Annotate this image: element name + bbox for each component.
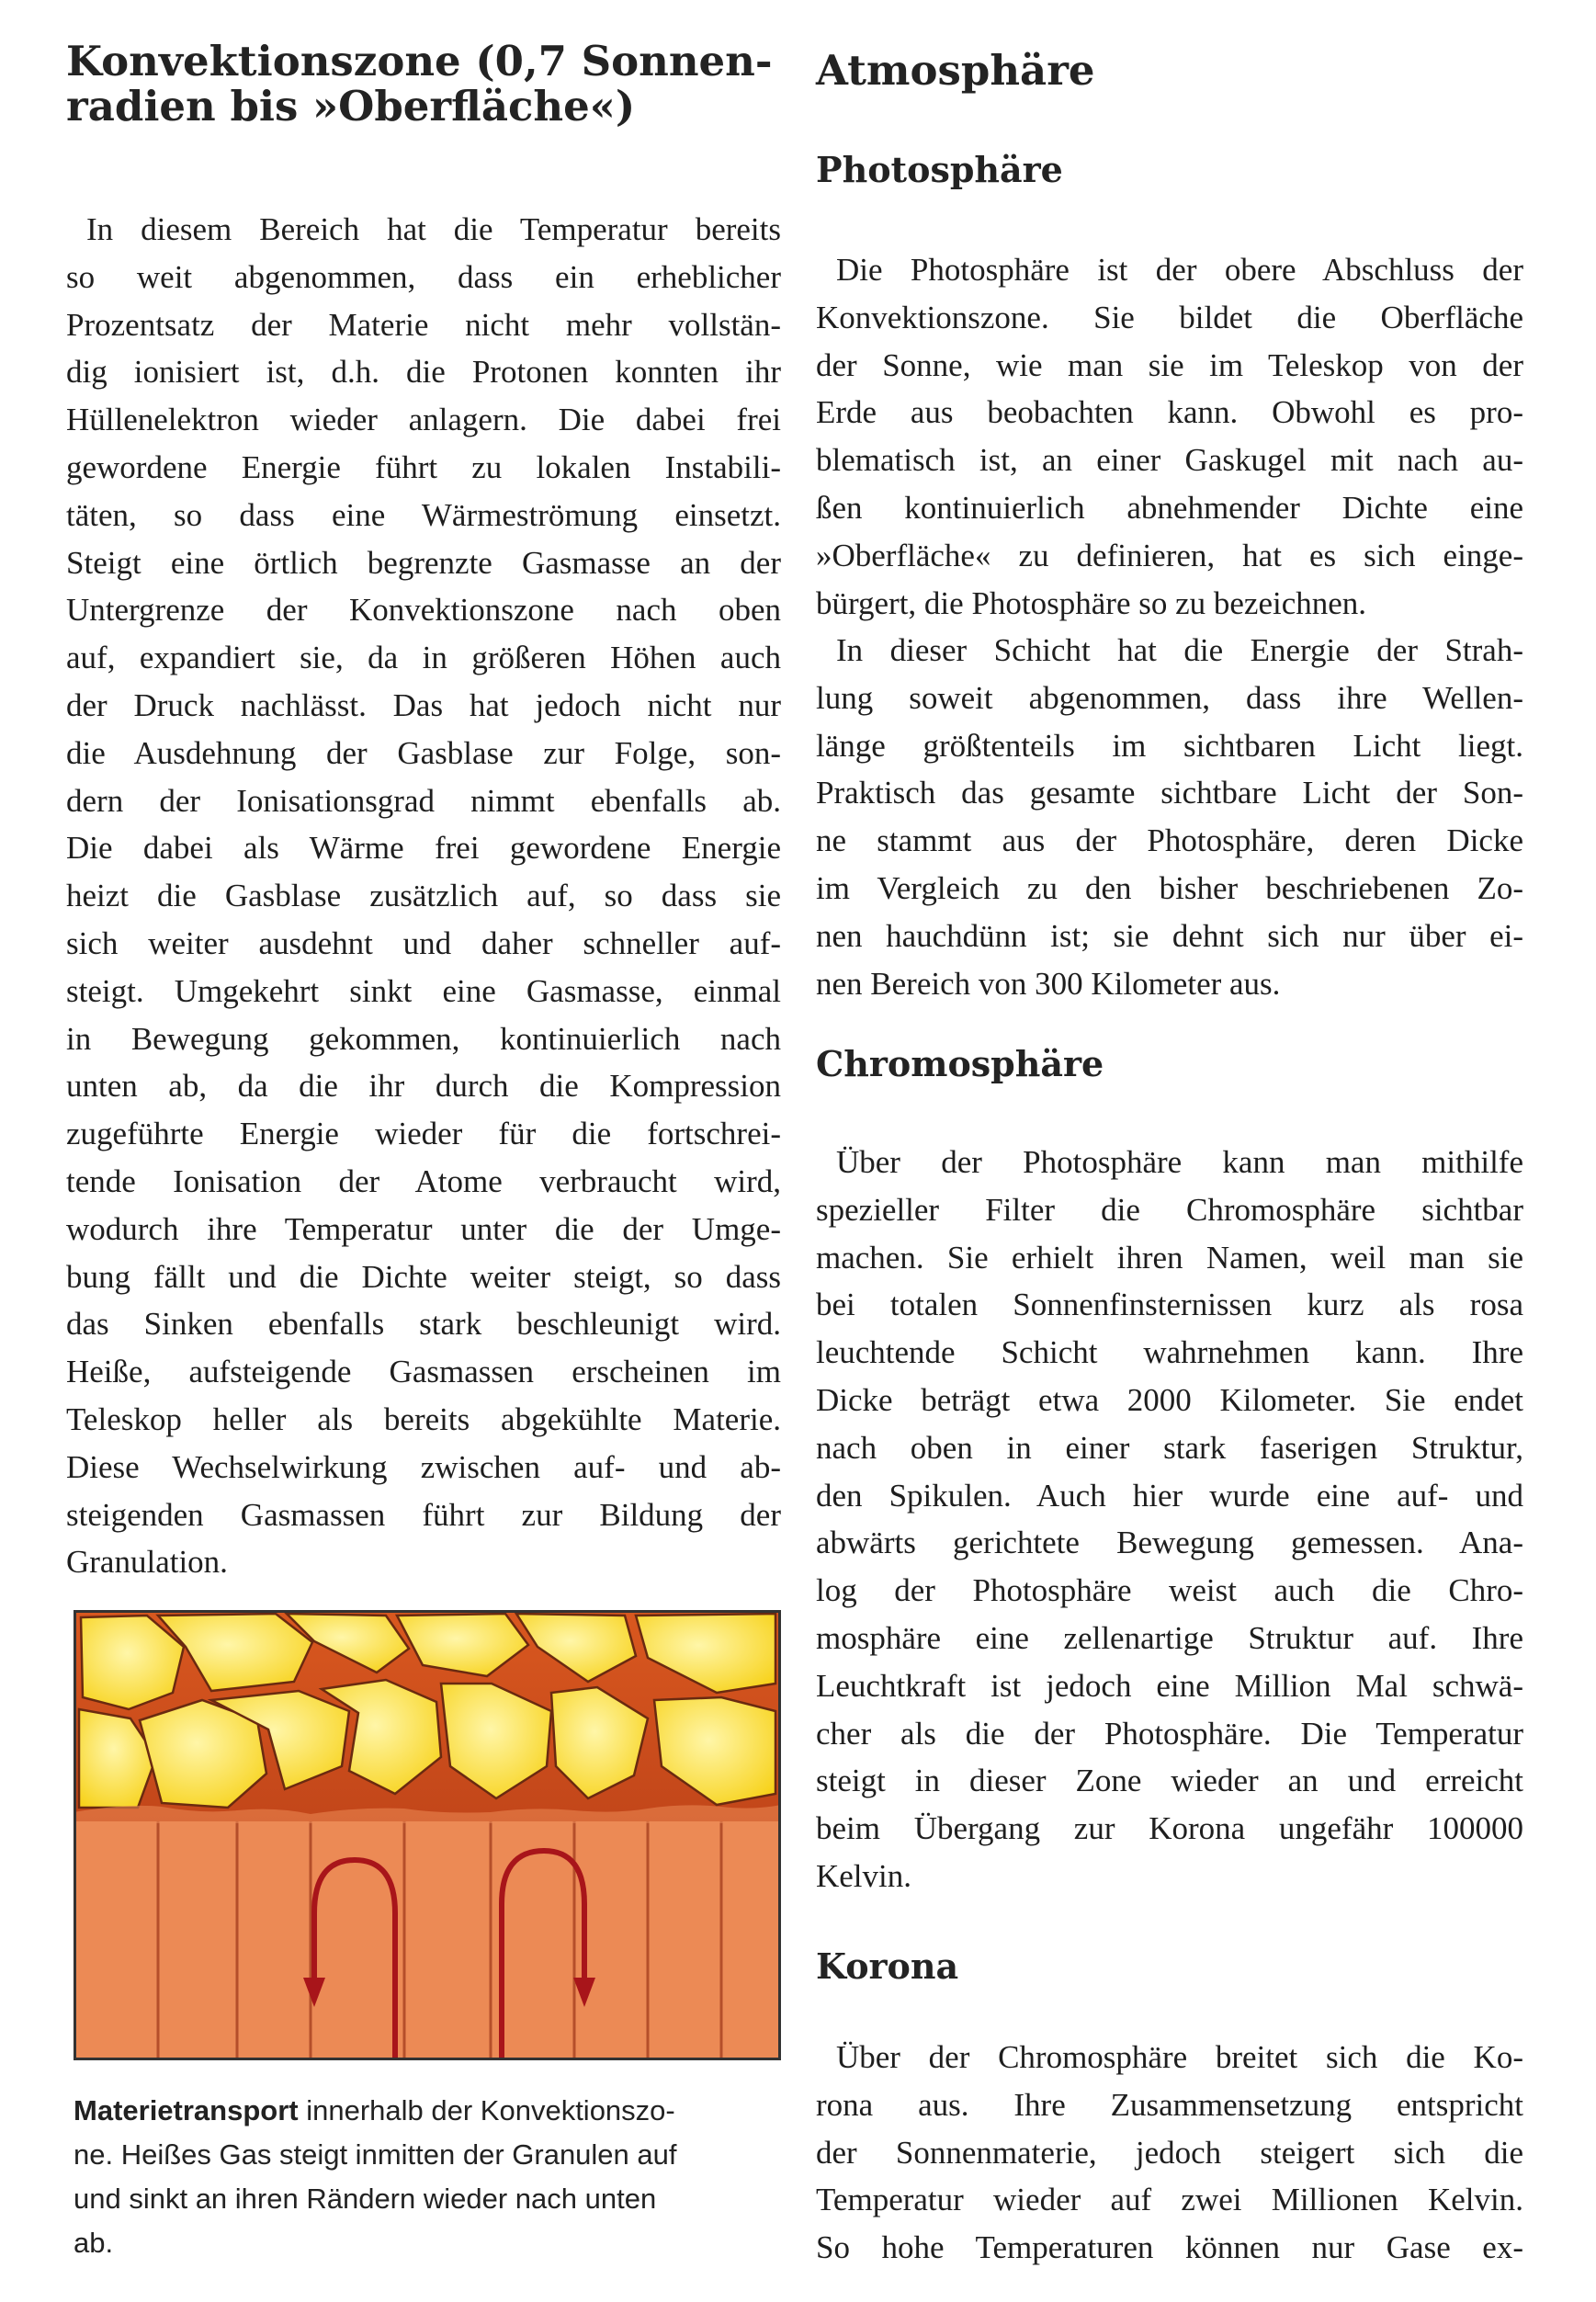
text-line: auf, expandiert sie, da in größeren Höhen auch <box>66 640 781 676</box>
text-line: nen Bereich von 300 Kilometer aus. <box>816 965 1281 1002</box>
photosphaere-paragraph-2 <box>816 627 1523 1007</box>
text-line: Teleskop heller als bereits abgekühlte Materie. <box>66 1400 781 1437</box>
text-line: Heiße, aufsteigende Gasmassen erscheinen im <box>66 1354 781 1390</box>
text-line: tende Ionisation der Atome verbraucht wird, <box>66 1162 781 1199</box>
text-line: der Sonnenmaterie, jedoch steigert sich die <box>816 2134 1523 2171</box>
text-line: länge größtenteils im sichtbaren Licht liegt. <box>816 727 1523 764</box>
text-line: steigt in dieser Zone wieder an und erreicht <box>816 1763 1523 1799</box>
text-line: der Druck nachlässt. Das hat jedoch nicht nur <box>66 686 781 723</box>
text-line: beim Übergang zur Korona ungefähr 100000 <box>816 1810 1523 1847</box>
chromosphaere-paragraph <box>816 1139 1523 1900</box>
text-line: spezieller Filter die Chromosphäre sichtbar <box>816 1191 1523 1228</box>
text-line: ne stammt aus der Photosphäre, deren Dicke <box>816 822 1523 859</box>
text-line: nen hauchdünn ist; sie dehnt sich nur über ei- <box>816 917 1523 954</box>
text-line: steigt. Umgekehrt sinkt eine Gasmasse, einmal <box>66 972 781 1009</box>
chromosphaere-title: Chromosphäre <box>816 1043 1104 1084</box>
convection-granulation-figure <box>74 1610 781 2060</box>
text-line: Untergrenze der Konvektionszone nach oben <box>66 592 781 629</box>
text-line: In diesem Bereich hat die Temperatur bereits <box>86 211 781 247</box>
caption-line-1 <box>74 2089 781 2133</box>
text-line: bung fällt und die Dichte weiter steigt, so dass <box>66 1258 781 1295</box>
text-line: unten ab, da die ihr durch die Kompression <box>66 1068 781 1105</box>
text-line: Erde aus beobachten kann. Obwohl es pro- <box>816 394 1523 431</box>
text-line: Steigt eine örtlich begrenzte Gasmasse an der <box>66 544 781 581</box>
text-line: »Oberfläche« zu definieren, hat es sich einge- <box>816 537 1523 573</box>
text-line: Über der Chromosphäre breitet sich die Ko- <box>836 2039 1523 2075</box>
text-line: im Vergleich zu den bisher beschriebenen Zo- <box>816 869 1523 906</box>
text-line: blematisch ist, an einer Gaskugel mit nach au- <box>816 442 1523 479</box>
text-line: So hohe Temperaturen können nur Gase ex- <box>816 2229 1523 2266</box>
text-line: Prozentsatz der Materie nicht mehr vollstän- <box>66 306 781 343</box>
text-line: bürgert, die Photosphäre so zu bezeichnen. <box>816 584 1367 621</box>
text-line: dig ionisiert ist, d.h. die Protonen konnten ihr <box>66 354 781 391</box>
text-line: Dicke beträgt etwa 2000 Kilometer. Sie endet <box>816 1381 1523 1418</box>
text-line: Temperatur wieder auf zwei Millionen Kelvin. <box>816 2182 1523 2218</box>
heading-line-2: radien bis »Oberfläche«) <box>66 82 636 130</box>
konvektionszone-heading <box>66 39 838 129</box>
caption-text: innerhalb der Konvektionszo- <box>298 2094 675 2126</box>
photosphaere-paragraph-1 <box>816 246 1523 627</box>
text-line: log der Photosphäre weist auch die Chro- <box>816 1572 1523 1609</box>
figure-caption <box>74 2089 781 2265</box>
text-line: die Ausdehnung der Gasblase zur Folge, son- <box>66 734 781 771</box>
text-line: Diese Wechselwirkung zwischen auf- und ab- <box>66 1448 781 1485</box>
text-line: leuchtende Schicht wahrnehmen kann. Ihre <box>816 1334 1523 1371</box>
text-line: Die dabei als Wärme frei gewordene Energie <box>66 830 781 867</box>
caption-line-2: ne. Heißes Gas steigt inmitten der Granulen auf <box>74 2138 677 2171</box>
text-line: steigenden Gasmassen führt zur Bildung der <box>66 1496 781 1533</box>
text-line: wodurch ihre Temperatur unter die der Umge- <box>66 1210 781 1247</box>
text-line: zugeführte Energie wieder für die fortschrei- <box>66 1116 781 1152</box>
konvektionszone-paragraph <box>66 206 781 1586</box>
text-line: Leuchtkraft ist jedoch eine Million Mal schwä- <box>816 1667 1523 1704</box>
korona-paragraph <box>816 2034 1523 2272</box>
text-line: den Spikulen. Auch hier wurde eine auf- und <box>816 1477 1523 1514</box>
text-line: Granulation. <box>66 1544 228 1581</box>
text-line: in Bewegung gekommen, kontinuierlich nach <box>66 1020 781 1057</box>
text-line: Kelvin. <box>816 1857 912 1894</box>
text-line: Praktisch das gesamte sichtbare Licht der Son- <box>816 775 1523 811</box>
text-line: rona aus. Ihre Zusammensetzung entspricht <box>816 2086 1523 2123</box>
text-line: abwärts gerichtete Bewegung gemessen. Ana- <box>816 1525 1523 1561</box>
text-line: Die Photosphäre ist der obere Abschluss der <box>836 252 1523 288</box>
text-line: nach oben in einer stark faserigen Struktur, <box>816 1429 1523 1466</box>
text-line: das Sinken ebenfalls stark beschleunigt wird. <box>66 1306 781 1343</box>
text-line: Hüllenelektron wieder anlagern. Die dabei frei <box>66 402 781 438</box>
atmosphaere-heading: Atmosphäre <box>816 46 1095 95</box>
text-line: ßen kontinuierlich abnehmender Dichte eine <box>816 489 1523 526</box>
text-line: In dieser Schicht hat die Energie der Strah- <box>836 632 1523 668</box>
text-line: lung soweit abgenommen, dass ihre Wellen- <box>816 679 1523 716</box>
photosphaere-title: Photosphäre <box>816 149 1063 190</box>
text-line: machen. Sie erhielt ihren Namen, weil man sie <box>816 1239 1523 1276</box>
text-line: cher als die der Photosphäre. Die Temperatur <box>816 1715 1523 1752</box>
text-line: der Sonne, wie man sie im Teleskop von der <box>816 346 1523 383</box>
caption-line-3: und sinkt an ihren Rändern wieder nach unten <box>74 2183 657 2215</box>
text-line: täten, so dass eine Wärmeströmung einsetzt. <box>66 496 781 533</box>
caption-bold-term: Materietransport <box>74 2094 299 2126</box>
caption-line-4: ab. <box>74 2227 114 2259</box>
heading-line-1: Konvektionszone (0,7 Sonnen- <box>66 37 773 85</box>
text-line: gewordene Energie führt zu lokalen Instabili- <box>66 448 781 485</box>
text-line: Über der Photosphäre kann man mithilfe <box>836 1144 1523 1180</box>
text-line: sich weiter ausdehnt und daher schneller auf- <box>66 924 781 961</box>
text-line: heizt die Gasblase zusätzlich auf, so dass sie <box>66 878 781 914</box>
text-line: so weit abgenommen, dass ein erheblicher <box>66 258 781 295</box>
text-line: Konvektionszone. Sie bildet die Oberfläche <box>816 299 1523 335</box>
text-line: dern der Ionisationsgrad nimmt ebenfalls ab. <box>66 782 781 819</box>
text-line: bei totalen Sonnenfinsternissen kurz als rosa <box>816 1287 1523 1323</box>
text-line: mosphäre eine zellenartige Struktur auf. Ihre <box>816 1619 1523 1656</box>
korona-title: Korona <box>816 1945 959 1987</box>
